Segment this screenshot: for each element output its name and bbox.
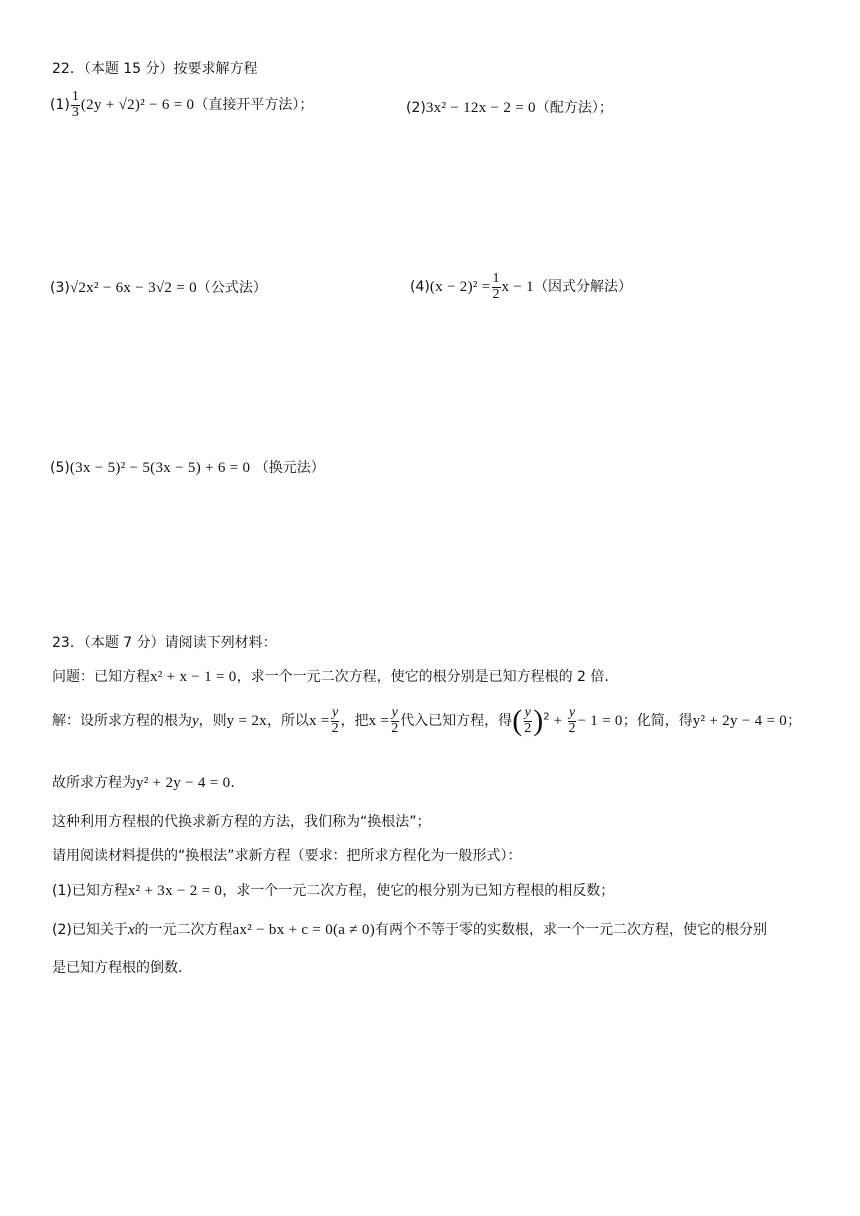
fraction: $\frac{y}{2}$ [391, 705, 399, 736]
part-label: (2) [406, 100, 426, 116]
equation: y² + 2y − 4 = 0 [136, 775, 231, 791]
method-label: （公式法） [196, 280, 267, 296]
equation: (2y + √2)² − 6 = 0 [80, 97, 195, 114]
q23-task1: (1)已知方程x² + 3x − 2 = 0，求一个一元二次方程，使它的根分别为已知方程根的相反数； [52, 883, 615, 899]
equation: y² + 2y − 4 = 0 [692, 713, 788, 730]
method-label: （直接开平方法）； [194, 97, 314, 114]
q23-conclusion: 故所求方程为y² + 2y − 4 = 0. [52, 775, 235, 791]
part-label: (5) [50, 460, 70, 476]
q23-task-line: 请用阅读材料提供的“换根法”求新方程（要求：把所求方程化为一般形式）： [52, 848, 522, 864]
equation-left: (x − 2)² = [429, 279, 491, 296]
fraction: $\frac{y}{2}$ [524, 705, 532, 736]
equation: (3x − 5)² − 5(3x − 5) + 6 = 0 [69, 460, 251, 476]
part-label: (4) [410, 279, 430, 296]
q23-header: 23．（本题 7 分）请阅读下列材料： [52, 635, 277, 651]
method-label: （配方法）； [535, 100, 613, 116]
fraction: $\frac{y}{2}$ [331, 705, 339, 736]
part-label: (1) [50, 97, 70, 114]
equation: x² + 3x − 2 = 0 [127, 883, 223, 899]
fraction: $\frac{1}{3}$ [71, 89, 79, 120]
q22-header: 22．（本题 15 分）按要求解方程 [52, 61, 258, 77]
q23-task2: (2)已知关于x的一元二次方程ax² − bx + c = 0(a ≠ 0)有两个不等于零的实数根，求一个一元二次方程，使它的根分别 [52, 922, 767, 938]
fraction: $\frac{y}{2}$ [568, 705, 576, 736]
q23-method-line: 这种利用方程根的代换求新方程的方法，我们称为“换根法”； [52, 814, 431, 830]
q23-solution: 解：设所求方程的根为y，则y = 2x，所以x = $\frac{y}{2}$ ，把x = $\frac{y}{2}$ 代入已知方程，得( $\frac{y}{2}$ )$^2$ + $\frac{y}{2}$ − 1 = 0；化简，得y² + 2y − 4 = 0； [52, 704, 802, 738]
equation: √2x² − 6x − 3√2 = 0 [69, 280, 197, 296]
q22-part3 [50, 278, 267, 299]
equation: x² + x − 1 = 0 [150, 669, 237, 685]
q23-problem: 问题：已知方程x² + x − 1 = 0，求一个一元二次方程，使它的根分别是已知方程根的 2 倍. [52, 669, 609, 685]
variable: x [127, 922, 135, 938]
method-label: （因式分解法） [533, 279, 632, 296]
fraction: $\frac{1}{2}$ [492, 271, 500, 302]
part-label: (3) [50, 280, 70, 296]
q22-part2 [406, 98, 613, 119]
q23-task2-cont: 是已知方程根的倒数. [52, 960, 183, 976]
method-label: （换元法） [254, 460, 325, 476]
q22-part5 [50, 458, 325, 479]
equation: 3x² − 12x − 2 = 0 [425, 100, 536, 116]
equation: y = 2x [226, 713, 267, 730]
equation-right: x − 1 [501, 279, 534, 296]
equation: ax² − bx + c = 0(a ≠ 0) [232, 922, 375, 938]
q22-part1 [50, 90, 313, 120]
variable: y [192, 713, 199, 730]
q22-part4 [410, 272, 632, 302]
